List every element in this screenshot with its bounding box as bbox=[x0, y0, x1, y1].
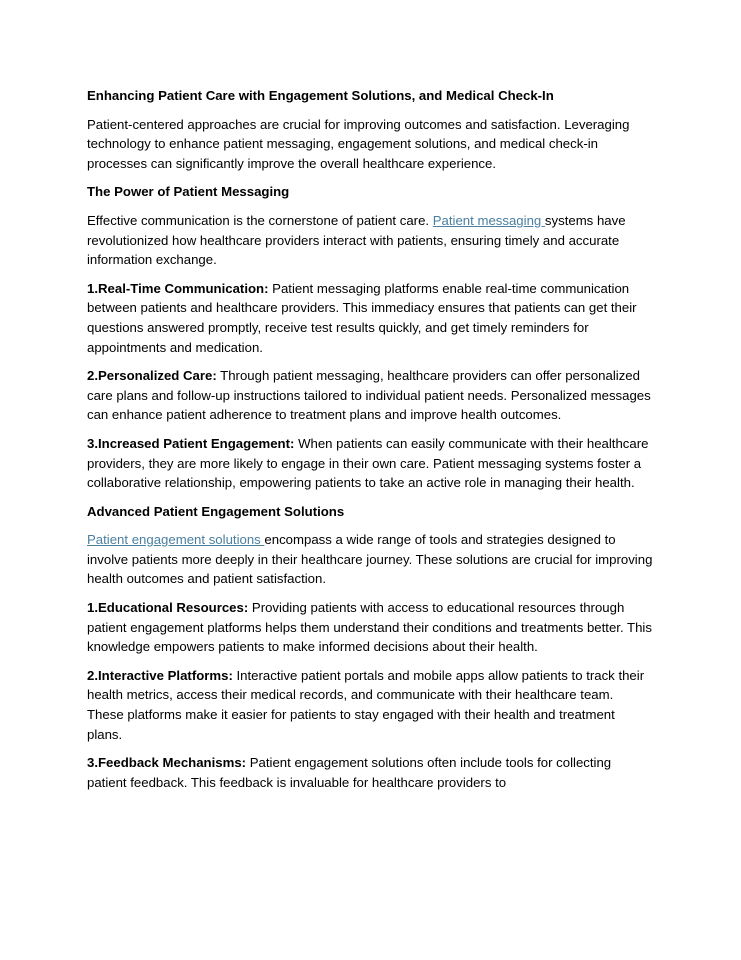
patient-messaging-link[interactable]: Patient messaging bbox=[432, 212, 545, 228]
list-item-text: Through patient messaging, healthcare providers can offer personalized care plans and follow-up instructions tailored to individual patient needs. Personalized messages can enhance patient adherence to treatment plans and improve health outcomes. bbox=[87, 368, 651, 423]
patient-engagement-solutions-link[interactable]: Patient engagement solutions bbox=[87, 532, 265, 548]
section-heading-patient-messaging: The Power of Patient Messaging bbox=[87, 184, 290, 200]
list-item-text: When patients can easily communicate with their healthcare providers, they are more likely to engage in their own care. Patient messaging systems foster a collaborative relationship, empowering patients to take an active role in managing their health. bbox=[87, 435, 649, 491]
list-item-increased-engagement bbox=[87, 434, 653, 493]
paragraph-text: encompass a wide range of tools and strategies designed to involve patients more deeply in their healthcare journey. These solutions are crucial for improving health outcomes and patient satisfaction. bbox=[87, 532, 653, 587]
document-page bbox=[87, 86, 653, 801]
paragraph-text: systems have revolutionized how healthcare providers interact with patients, ensuring timely and accurate information exchange. bbox=[87, 212, 626, 268]
list-item-feedback-mechanisms bbox=[87, 753, 653, 792]
intro-paragraph: Patient-centered approaches are crucial for improving outcomes and satisfaction. Leveraging technology to enhance patient messaging, engagement solutions, and medical check-in processes can significantly improve the overall healthcare experience. bbox=[87, 116, 630, 171]
list-item-text: Patient engagement solutions often include tools for collecting patient feedback. This feedback is invaluable for healthcare providers to bbox=[87, 755, 612, 790]
list-item-lead: 3.Feedback Mechanisms: bbox=[87, 755, 247, 771]
list-item-interactive-platforms bbox=[87, 666, 653, 744]
list-item-text: Providing patients with access to educational resources through patient engagement platforms helps them understand their conditions and treatments better. This knowledge empowers patients to make informed decisions about their health. bbox=[87, 600, 652, 655]
patient-messaging-paragraph bbox=[87, 211, 653, 270]
list-item-lead: 2.Personalized Care: bbox=[87, 368, 217, 384]
list-item-educational-resources bbox=[87, 598, 653, 657]
list-item-lead: 3.Increased Patient Engagement: bbox=[87, 435, 295, 451]
list-item-lead: 1.Real-Time Communication: bbox=[87, 280, 269, 296]
list-item-text: Interactive patient portals and mobile apps allow patients to track their health metrics, access their medical records, and communicate with their healthcare team. These platforms make it easier for patients to stay engaged with their health and treatment plans. bbox=[87, 667, 645, 742]
section-heading-engagement-solutions: Advanced Patient Engagement Solutions bbox=[87, 503, 345, 519]
list-item-lead: 2.Interactive Platforms: bbox=[87, 667, 233, 683]
paragraph-text: Effective communication is the cornerstone of patient care. bbox=[87, 212, 433, 228]
list-item-personalized-care bbox=[87, 366, 653, 425]
engagement-solutions-paragraph bbox=[87, 530, 653, 589]
list-item-lead: 1.Educational Resources: bbox=[87, 600, 249, 616]
list-item-text: Patient messaging platforms enable real-time communication between patients and healthcare providers. This immediacy ensures that patients can get their questions answered promptly, receive test results quickly, and get timely reminders for appointments and medication. bbox=[87, 280, 637, 355]
list-item-real-time-communication bbox=[87, 279, 653, 357]
document-title: Enhancing Patient Care with Engagement Solutions, and Medical Check-In bbox=[87, 88, 554, 103]
